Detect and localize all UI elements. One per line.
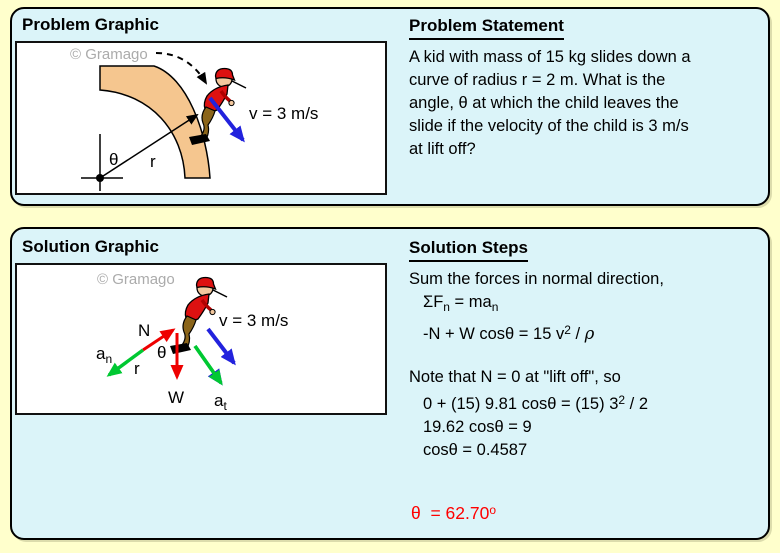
solution-step-line: 0 + (15) 9.81 cosθ = (15) $3^2 / 2$ bbox=[423, 393, 648, 413]
velocity-label: v = 3 m/s bbox=[219, 311, 289, 330]
statement-line: slide if the velocity of the child is 3 m/s bbox=[409, 117, 689, 135]
velocity-arrow bbox=[210, 98, 243, 140]
problem-graphic-box bbox=[15, 41, 387, 195]
kid-hand bbox=[229, 100, 234, 105]
solution-graphic-drawing bbox=[17, 265, 385, 413]
tangential-acceleration-arrow bbox=[195, 346, 221, 383]
watermark-text: © Gramago bbox=[97, 271, 175, 288]
velocity-label: v = 3 m/s bbox=[249, 104, 319, 123]
theta-label: θ bbox=[157, 343, 167, 362]
solution-panel bbox=[10, 227, 770, 540]
solution-step-line: Note that N = 0 at "lift off", so bbox=[409, 368, 621, 386]
statement-line: curve of radius r = 2 m. What is the bbox=[409, 71, 666, 89]
solution-step-line: Sum the forces in normal direction, bbox=[409, 270, 664, 288]
answer-text: $\theta = 62.70^o$ bbox=[411, 503, 497, 523]
velocity-arrow bbox=[208, 329, 234, 363]
statement-line: angle, θ at which the child leaves the bbox=[409, 94, 679, 112]
watermark-text: © Gramago bbox=[70, 46, 148, 63]
problem-statement-text bbox=[409, 46, 691, 161]
problem-graphic-heading: Problem Graphic bbox=[22, 15, 159, 34]
radius-label: r bbox=[134, 359, 140, 378]
kid-hand bbox=[210, 309, 215, 314]
solution-graphic-box bbox=[15, 263, 387, 415]
kid-cap bbox=[197, 278, 216, 290]
solution-steps-text bbox=[409, 268, 664, 462]
solution-step-line bbox=[409, 346, 664, 366]
normal-force-label: N bbox=[138, 321, 151, 340]
solution-steps-heading: Solution Steps bbox=[409, 238, 528, 262]
solution-step-line: -N + W cosθ = 15 $v^2$ / ρ bbox=[423, 323, 595, 343]
problem-statement-heading: Problem Statement bbox=[409, 16, 564, 40]
cap-visor-line bbox=[232, 81, 246, 88]
solution-step-line: 19.62 cosθ = 9 bbox=[423, 418, 532, 436]
problem-panel bbox=[10, 7, 770, 206]
kid-shoe bbox=[170, 343, 191, 354]
statement-line: A kid with mass of 15 kg slides down a bbox=[409, 48, 691, 66]
statement-line: at lift off? bbox=[409, 140, 476, 158]
solution-step-line: cosθ = 0.4587 bbox=[423, 441, 528, 459]
weight-label: W bbox=[168, 388, 185, 407]
problem-graphic-drawing bbox=[17, 43, 385, 193]
solution-graphic-heading: Solution Graphic bbox=[22, 237, 159, 256]
tangential-acceleration-label: $a_t$ bbox=[214, 391, 227, 413]
solution-step-line: $\Sigma F_n = ma_n$ bbox=[423, 293, 499, 314]
radius-label: r bbox=[150, 152, 156, 171]
theta-label: θ bbox=[109, 150, 119, 169]
normal-acceleration-label: $a_n$ bbox=[96, 344, 113, 366]
kid-cap bbox=[216, 69, 235, 81]
cap-visor-line bbox=[213, 290, 227, 297]
